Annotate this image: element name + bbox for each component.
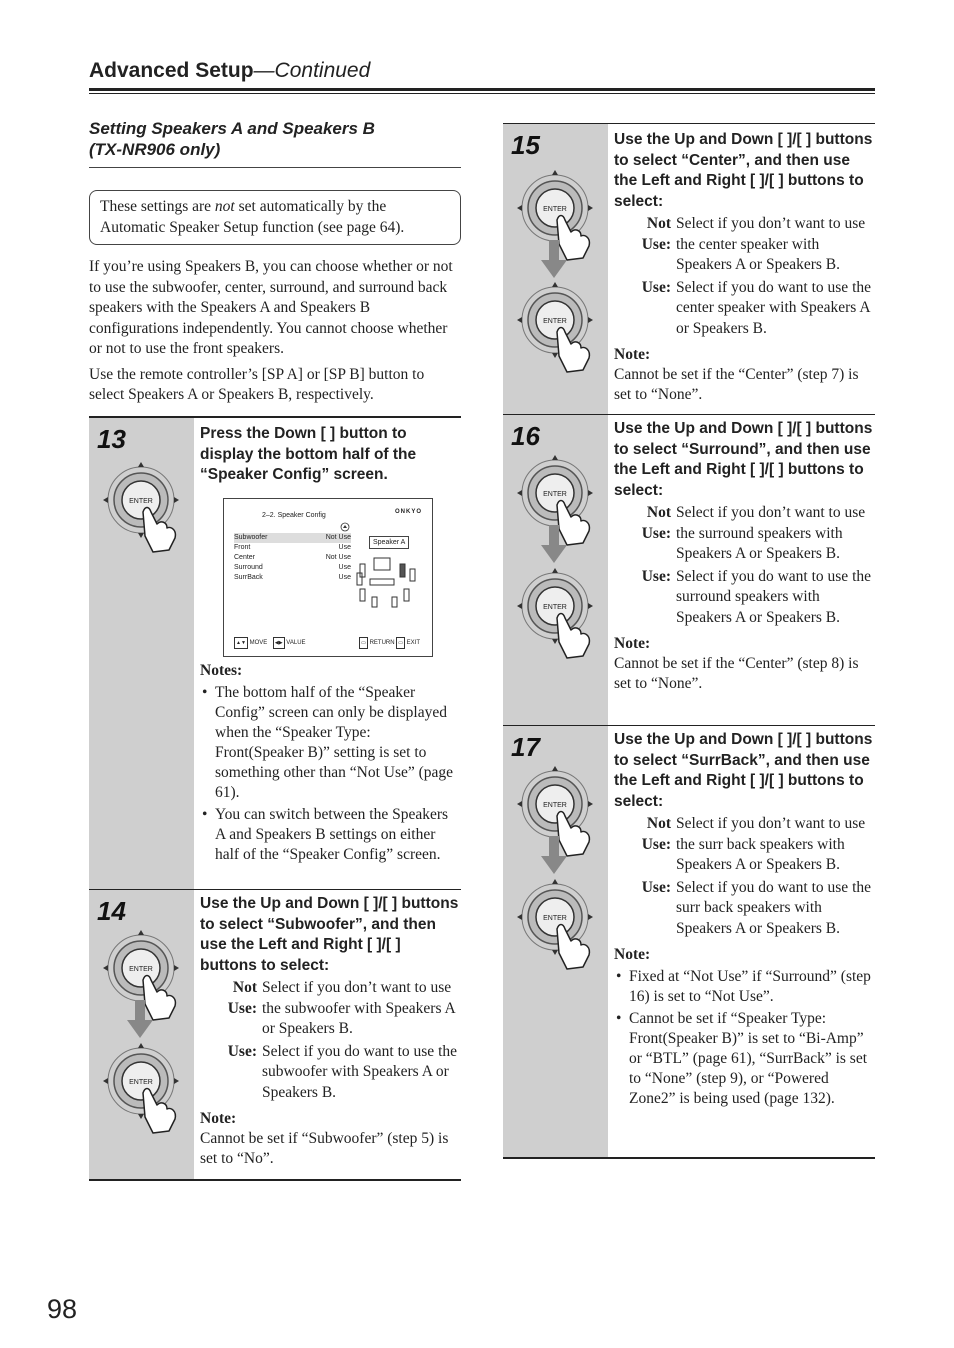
- table-row: [234, 573, 351, 583]
- row-name: Front: [234, 543, 251, 551]
- svg-text:ENTER: ENTER: [543, 604, 567, 611]
- return-icon: ▭: [359, 637, 368, 649]
- note-item: • Fixed at “Not Use” if “Surround” (step 16) is set to “Not Use”.: [614, 967, 875, 1007]
- option-text: Select if you don’t want to use the surround speakers with Speakers A or Speakers B.: [676, 504, 866, 562]
- remote-enter-icon: [93, 454, 193, 554]
- note-text: Cannot be set if “Subwoofer” (step 5) is set to “No”.: [200, 1130, 449, 1167]
- down-arrow-icon: [541, 836, 567, 882]
- screen-title: 2–2. Speaker Config: [262, 511, 326, 519]
- note-item: • You can switch between the Speakers A and Speakers B settings on either half of the “Speaker Config” screen.: [200, 805, 461, 865]
- info-text-post: set automatically by the Automatic Speaker Setup function (see page 64).: [100, 198, 405, 236]
- option-not-use: [614, 214, 875, 276]
- notes-heading: Notes:: [200, 661, 243, 679]
- note-heading: Note:: [614, 635, 651, 652]
- notes-list: [614, 967, 875, 1109]
- step-number: 13: [97, 424, 126, 454]
- table-row: [234, 563, 351, 573]
- option-text: Select if you don’t want to use the center speaker with Speakers A or Speakers B.: [676, 215, 866, 273]
- remote-enter-icon: [507, 871, 607, 971]
- option-text: Select if you don’t want to use the subwoofer with Speakers A or Speakers B.: [262, 979, 455, 1037]
- note-heading: Note:: [614, 946, 651, 963]
- page-title: [89, 58, 875, 84]
- exit-icon: ▭: [396, 637, 405, 649]
- section-title: [89, 118, 461, 168]
- option-text: Select if you do want to use the subwoofer with Speakers A or Speakers B.: [262, 1042, 457, 1101]
- step-gutter: [503, 726, 608, 1157]
- notes-list: [200, 683, 461, 865]
- note-item: • Cannot be set if “Speaker Type: Front(Speaker B)” is set to “Bi-Amp” or “BTL” (page 61), “SurrBack” is set to “None” (step 9), or “Powered Zone2” is being used (page 132).: [614, 1009, 875, 1109]
- speaker-a-label: Speaker A: [369, 536, 409, 549]
- step-number: 14: [97, 896, 126, 926]
- option-label: Use:: [641, 878, 671, 896]
- step-gutter: [89, 418, 194, 890]
- option-use: [614, 878, 875, 940]
- intro-paragraph-2: Use the remote controller’s [SP A] or [SP B] button to select Speakers A or Speakers B, respectively.: [89, 365, 425, 403]
- footer-move: MOVE: [249, 639, 268, 646]
- speaker-settings-table: [234, 533, 351, 583]
- option-text: Select if you do want to use the surround speakers with Speakers A or Speakers B.: [676, 567, 871, 626]
- svg-text:ENTER: ENTER: [129, 498, 153, 505]
- option-use: [200, 1042, 461, 1104]
- footer-return: RETURN: [369, 639, 395, 646]
- footer-value: VALUE: [286, 639, 306, 646]
- option-label: Use:: [641, 567, 671, 585]
- step-17: [503, 725, 875, 1159]
- svg-text:ENTER: ENTER: [543, 915, 567, 922]
- row-value: Use: [338, 543, 351, 551]
- table-row: [234, 553, 351, 563]
- step-14: [89, 889, 461, 1181]
- row-value: Use: [338, 573, 351, 581]
- svg-text:ENTER: ENTER: [543, 802, 567, 809]
- option-text: Select if you do want to use the center speaker with Speakers A or Speakers B.: [676, 278, 871, 337]
- row-value: Not Use: [325, 553, 351, 561]
- step-instruction: Use the Up and Down [ ]/[ ] buttons to select “Center”, and then use the Left and Right [ ]/[ ] buttons to select:: [614, 131, 873, 210]
- onkyo-logo: ONKYO: [394, 508, 422, 515]
- row-name: Surround: [234, 563, 263, 571]
- row-name: Subwoofer: [234, 533, 301, 543]
- down-arrow-icon: [127, 1000, 153, 1046]
- info-text-emphasis: not: [214, 198, 235, 215]
- row-value: Not Use: [301, 533, 351, 543]
- header-rule-thin: [89, 93, 875, 94]
- option-text: Select if you don’t want to use the surr back speakers with Speakers A or Speakers B.: [676, 815, 866, 873]
- info-box: [89, 190, 461, 245]
- step-gutter: [503, 415, 608, 726]
- step-instruction: Press the Down [ ] button to display the bottom half of the “Speaker Config” screen.: [200, 425, 417, 483]
- option-use: [614, 278, 875, 340]
- intro-section: [89, 118, 461, 406]
- step-number: 16: [511, 421, 540, 451]
- step-number: 17: [511, 732, 540, 762]
- option-not-use: [614, 814, 875, 876]
- step-instruction: Use the Up and Down [ ]/[ ] buttons to select “SurrBack”, and then use the Left and Right [ ]/[ ] buttons to select:: [614, 731, 873, 810]
- page-number: 98: [47, 1294, 78, 1324]
- option-use: [614, 567, 875, 629]
- option-label: Not Use:: [641, 504, 671, 542]
- up-arrow-icon: [340, 522, 350, 532]
- remote-enter-icon: [507, 560, 607, 660]
- up-down-icon: ▲▼: [234, 637, 248, 649]
- step-instruction: Use the Up and Down [ ]/[ ] buttons to select “Subwoofer”, and then use the Left and Right [ ]/[ ] buttons to select:: [200, 895, 459, 974]
- section-title-line1: Setting Speakers A and Speakers B: [89, 119, 375, 138]
- note-text: Cannot be set if the “Center” (step 7) is set to “None”.: [614, 366, 859, 403]
- speaker-config-screen: [223, 498, 433, 657]
- title-bold: Advanced Setup: [89, 59, 254, 82]
- section-title-line2: (TX-NR906 only): [89, 140, 221, 159]
- step-instruction: Use the Up and Down [ ]/[ ] buttons to select “Surround”, and then use the Left and Right [ ]/[ ] buttons to select:: [614, 420, 873, 499]
- note-text: Cannot be set if the “Center” (step 8) is set to “None”.: [614, 655, 859, 692]
- table-row: [234, 533, 351, 543]
- title-continued: —Continued: [253, 59, 371, 82]
- step-gutter: [503, 124, 608, 416]
- svg-text:ENTER: ENTER: [543, 318, 567, 325]
- left-right-icon: ◀▶: [273, 637, 285, 649]
- option-label: Not Use:: [641, 215, 671, 253]
- step-13: [89, 416, 461, 890]
- step-number: 15: [511, 130, 540, 160]
- option-label: Use:: [641, 278, 671, 296]
- option-label: Not Use:: [227, 979, 257, 1017]
- option-label: Use:: [227, 1042, 257, 1060]
- remote-enter-icon: [93, 1035, 193, 1135]
- svg-text:ENTER: ENTER: [543, 206, 567, 213]
- page-header: [89, 58, 875, 94]
- down-arrow-icon: [541, 525, 567, 571]
- option-not-use: [200, 978, 461, 1040]
- note-item: • The bottom half of the “Speaker Config” screen can only be displayed when the “Speaker Type: Front(Speaker B)” setting is set to something other than “Not Use” (page 61).: [200, 683, 461, 803]
- info-text-pre: These settings are: [100, 198, 215, 215]
- remote-enter-icon: [507, 274, 607, 374]
- row-name: SurrBack: [234, 573, 263, 581]
- svg-text:ENTER: ENTER: [543, 491, 567, 498]
- note-heading: Note:: [200, 1110, 237, 1127]
- step-16: [503, 414, 875, 726]
- step-gutter: [89, 890, 194, 1179]
- screen-footer: [234, 637, 420, 649]
- option-text: Select if you do want to use the surr back speakers with Speakers A or Speakers B.: [676, 878, 871, 937]
- row-value: Use: [338, 563, 351, 571]
- step-15: [503, 123, 875, 416]
- svg-text:ENTER: ENTER: [129, 966, 153, 973]
- note-heading: Note:: [614, 346, 651, 363]
- table-row: [234, 543, 351, 553]
- svg-text:ENTER: ENTER: [129, 1079, 153, 1086]
- row-name: Center: [234, 553, 256, 561]
- option-not-use: [614, 503, 875, 565]
- speaker-layout-icon: [354, 555, 426, 611]
- intro-paragraph-1: If you’re using Speakers B, you can choose whether or not to use the subwoofer, center, surround, and surround back speakers with the Speakers A and Speakers B configurations independently. You cannot choose whether or not to use the front speakers.: [89, 258, 453, 357]
- footer-exit: EXIT: [406, 639, 420, 646]
- header-rule-thick: [89, 88, 875, 91]
- down-arrow-icon: [541, 240, 567, 286]
- option-label: Not Use:: [641, 815, 671, 853]
